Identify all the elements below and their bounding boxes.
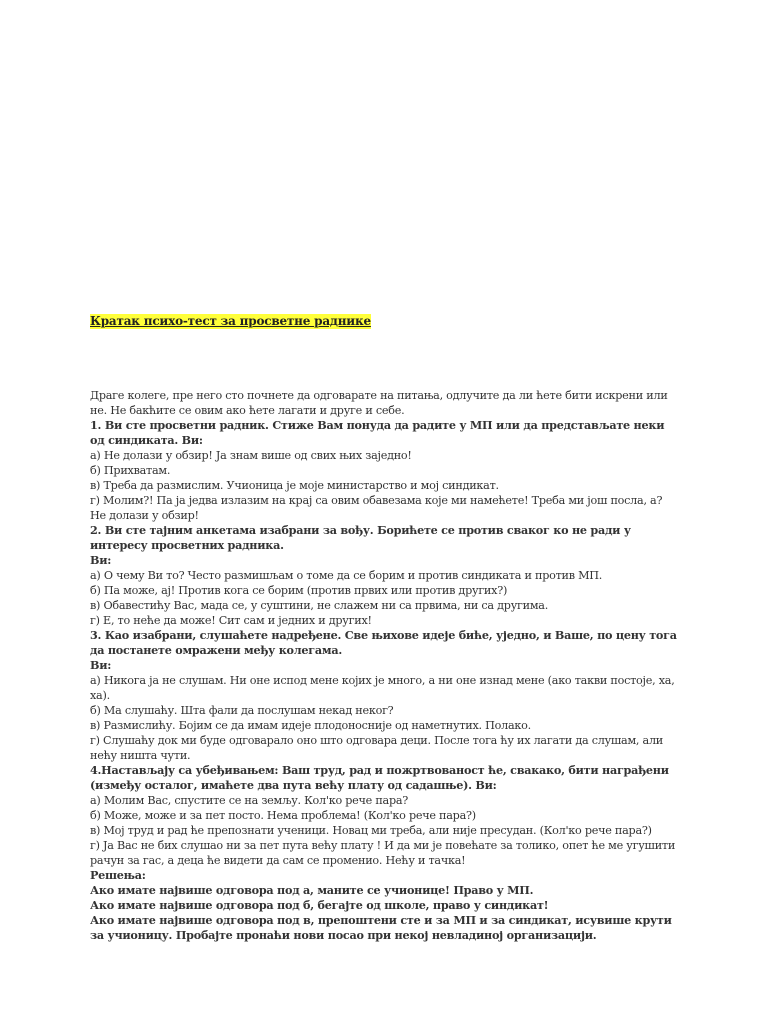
answer-4d: г) Ја Вас не бих слушао ни за пет пута већу плату ! И да ми је повећате за толико, опет ће ме угушити рачун за гас, а деца ће видети да сам се променио. Нећу и тачка!	[90, 839, 676, 867]
question-3-label: Ви:	[90, 658, 112, 672]
answer-3a: а) Никога ја не слушам. Ни оне испод мене којих је много, а ни оне изнад мене (ако такви постоје, ха, ха).	[90, 674, 675, 702]
question-3: 3. Као изабрани, слушаћете надређене. Све њихове идеје биће, уједно, и Ваше, по цену тога да постанете омражени међу колегама.	[90, 628, 677, 657]
answer-2a: а) О чему Ви то? Често размишљам о томе да се борим и против синдиката и против МП.	[90, 569, 603, 582]
document-title: Кратак психо-тест за просветне раднике	[90, 314, 371, 328]
answer-2d: г) Е, то неће да може! Сит сам и једних и других!	[90, 614, 372, 627]
document-body	[90, 388, 680, 943]
solution-b: Ако имате највише одговора под б, бегајте од школе, право у синдикат!	[90, 898, 549, 912]
intro-paragraph: Драге колеге, пре него сто почнете да одговарате на питања, одлучите да ли ћете бити искрени или не. Не бакћите се овим ако ћете лагати и друге и себе.	[90, 389, 668, 417]
solution-c: Ако имате највише одговора под в, препоштени сте и за МП и за синдикат, исувише крути за учионицу. Пробајте пронаћи нови посао при некој невладиној организацији.	[90, 913, 672, 942]
answer-3b: б) Ма слушаћу. Шта фали да послушам некад неког?	[90, 704, 394, 717]
answer-4c: в) Мој труд и рад ће препознати ученици. Новац ми треба, али није пресудан. (Кол'ко рече пара?)	[90, 824, 652, 837]
answer-4a: а) Молим Вас, спустите се на земљу. Кол'ко рече пара?	[90, 794, 409, 807]
question-1: 1. Ви сте просветни радник. Стиже Вам понуда да радите у МП или да представљате неки од синдиката. Ви:	[90, 418, 665, 447]
answer-2c: в) Обавестићу Вас, мада се, у суштини, не слажем ни са првима, ни са другима.	[90, 599, 549, 612]
answer-3c: в) Размислићу. Бојим се да имам идеје плодоносније од наметнутих. Полако.	[90, 719, 531, 732]
answer-1d: г) Молим?! Па ја једва излазим на крај са овим обавезама које ми намећете! Треба ми још посла, а? Не долази у обзир!	[90, 494, 663, 522]
answer-1b: б) Прихватам.	[90, 464, 171, 477]
answer-1c: в) Треба да размислим. Учионица је моје министарство и мој синдикат.	[90, 479, 499, 492]
answer-1a: а) Не долази у обзир! Ја знам више од свих њих заједно!	[90, 449, 412, 462]
question-4: 4.Настављају са убеђивањем: Ваш труд, рад и пожртвованост ће, свакако, бити награђени (између осталог, имаћете два пута већу плату од садашње). Ви:	[90, 763, 669, 792]
answer-4b: б) Може, може и за пет посто. Нема проблема! (Кол'ко рече пара?)	[90, 809, 476, 822]
answer-3d: г) Слушаћу док ми буде одговарало оно што одговара деци. После тога ћу их лагати да слушам, али нећу ништа чути.	[90, 734, 664, 762]
solution-a: Ако имате највише одговора под а, маните се учионице! Право у МП.	[90, 883, 534, 897]
question-2: 2. Ви сте тајним анкетама изабрани за вођу. Борићете се против сваког ко не ради у интересу просветних радника.	[90, 523, 631, 552]
question-2-label: Ви:	[90, 553, 112, 567]
answer-2b: б) Па може, ај! Против кога се борим (против првих или против других?)	[90, 584, 508, 597]
solutions-label: Решења:	[90, 868, 146, 882]
